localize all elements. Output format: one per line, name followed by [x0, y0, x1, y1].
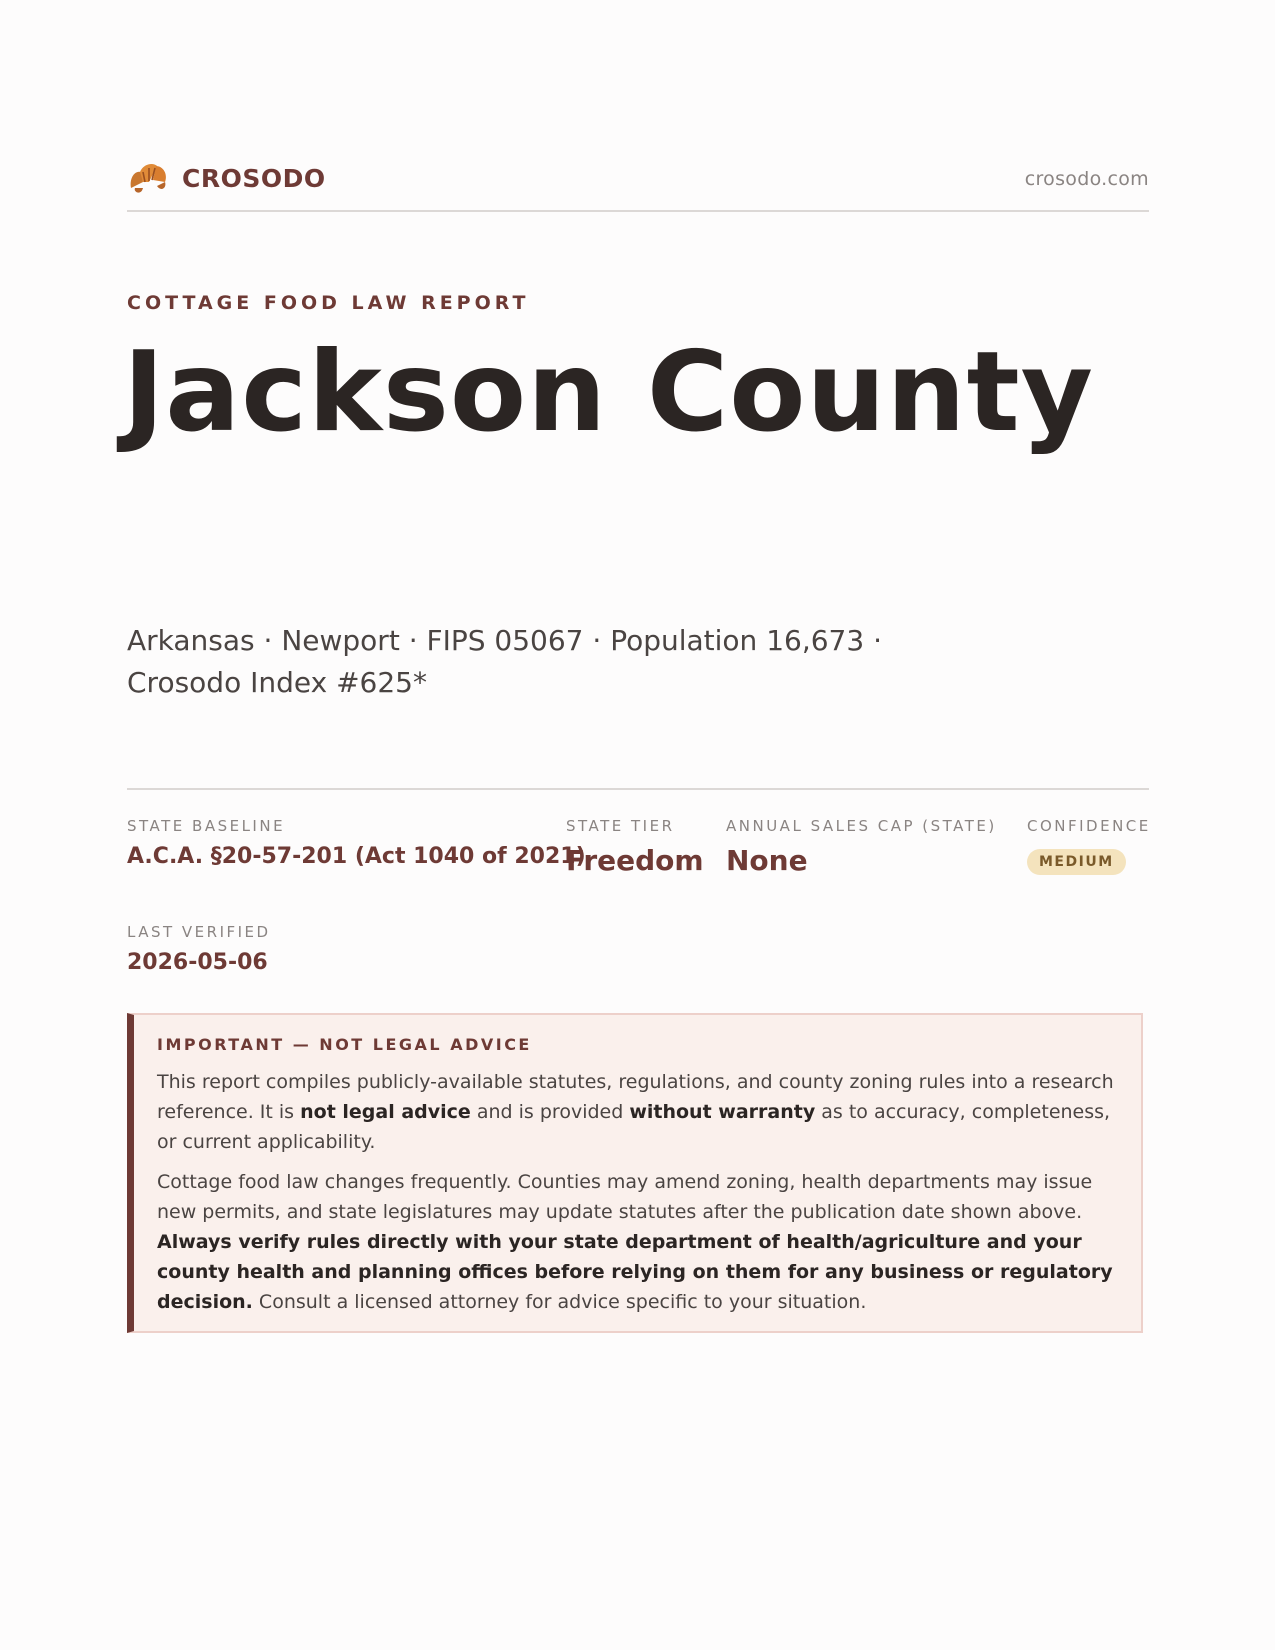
- sales-cap-label: ANNUAL SALES CAP (STATE): [726, 817, 997, 835]
- brand-name: CROSODO: [182, 163, 326, 193]
- brand[interactable]: [127, 158, 326, 198]
- notice-paragraph-1: This report compiles publicly-available statutes, regulations, and county zoning rules into a research reference. It is not legal advice and is provided without warranty as to accuracy, completeness, or current applicability.: [157, 1071, 1114, 1153]
- croissant-icon: [127, 158, 169, 198]
- site-url-link[interactable]: crosodo.com: [1024, 168, 1149, 190]
- notice-title: IMPORTANT — NOT LEGAL ADVICE: [157, 1035, 532, 1054]
- confidence-field: [1027, 817, 1151, 875]
- confidence-badge: MEDIUM: [1027, 849, 1126, 875]
- report-eyebrow: COTTAGE FOOD LAW REPORT: [127, 292, 530, 314]
- state-baseline-field: [127, 817, 586, 869]
- last-verified-field: [127, 923, 271, 975]
- confidence-label: CONFIDENCE: [1027, 817, 1151, 835]
- legal-notice: [127, 1013, 1143, 1333]
- sales-cap-field: [726, 817, 997, 877]
- county-meta-line: Arkansas · Newport · FIPS 05067 · Population 16,673 ·: [127, 624, 882, 657]
- notice-paragraph-2: Cottage food law changes frequently. Counties may amend zoning, health departments may issue new permits, and state legislatures may update statutes after the publication date shown above. Always verify rules directly with your state department of health/agriculture and your county health and planning offices before relying on them for any business or regulatory decision. Consult a licensed attorney for advice specific to your situation.: [157, 1171, 1113, 1313]
- section-divider: [127, 788, 1149, 790]
- sales-cap-value: None: [726, 844, 808, 877]
- state-tier-value: Freedom: [566, 844, 704, 877]
- state-tier-field: [566, 817, 704, 877]
- county-index-line: Crosodo Index #625*: [127, 666, 427, 699]
- state-baseline-label: STATE BASELINE: [127, 817, 286, 835]
- state-tier-label: STATE TIER: [566, 817, 675, 835]
- last-verified-label: LAST VERIFIED: [127, 923, 271, 941]
- page-title: Jackson County: [123, 328, 1094, 457]
- page-header: [127, 158, 1149, 212]
- last-verified-value: 2026-05-06: [127, 950, 268, 975]
- county-meta: [127, 620, 887, 704]
- state-baseline-value: A.C.A. §20-57-201 (Act 1040 of 2021): [127, 844, 586, 869]
